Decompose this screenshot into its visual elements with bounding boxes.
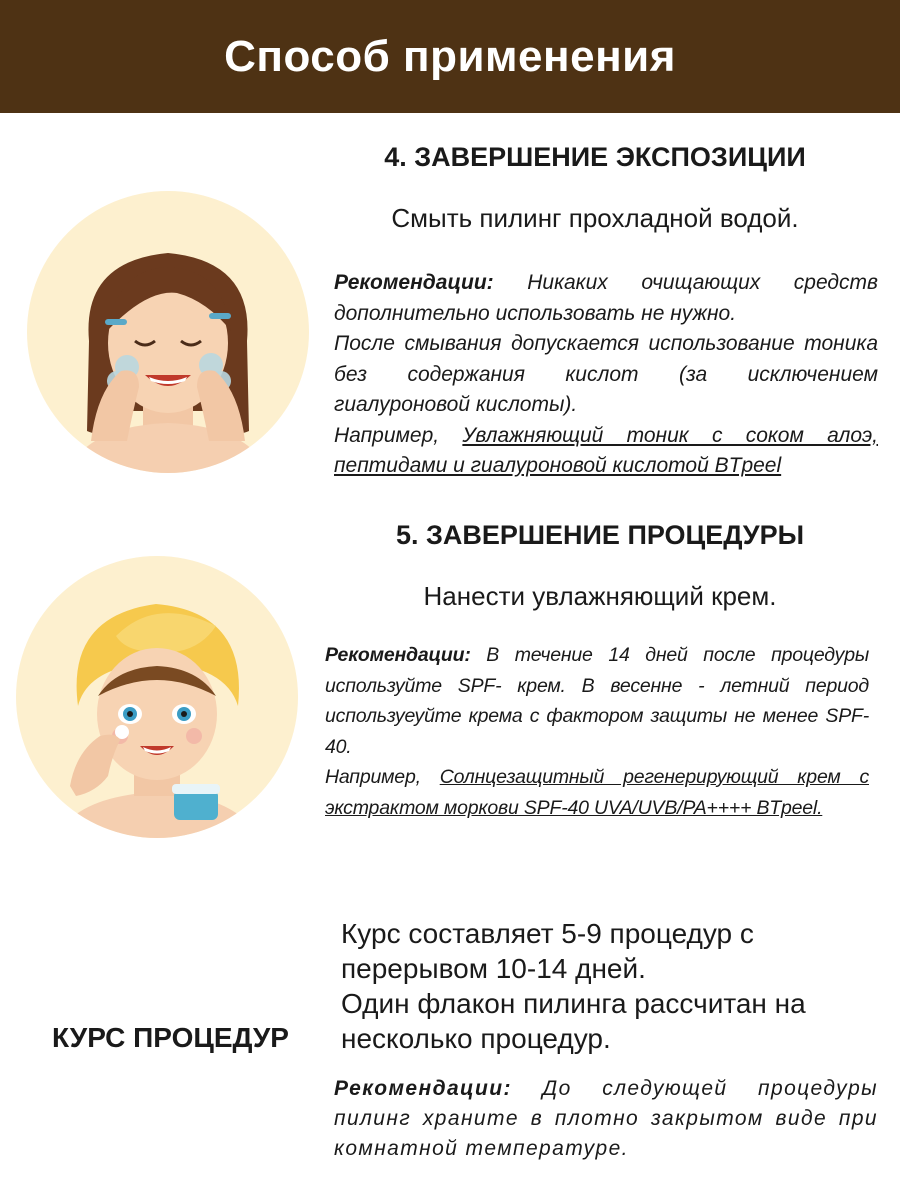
step4-rec-example-prefix: Например, xyxy=(334,423,463,447)
course-recommendations xyxy=(334,1074,878,1164)
step4-lead: Смыть пилинг прохладной водой. xyxy=(391,203,799,233)
step4-recommendations xyxy=(334,268,878,482)
step5-rec-label: Рекомендации: xyxy=(325,644,471,666)
header-banner xyxy=(0,0,900,113)
woman-in-towel-applying-cream-icon xyxy=(16,556,298,838)
step5-heading: 5. ЗАВЕРШЕНИЕ ПРОЦЕДУРЫ xyxy=(395,520,805,550)
step4-rec-text-2: После смывания допускается использование тоника без содержания кислот (за исключением гиалуроновой кислоты). xyxy=(334,332,878,416)
step4-heading: 4. ЗАВЕРШЕНИЕ ЭКСПОЗИЦИИ xyxy=(384,142,806,172)
course-rec-label: Рекомендации: xyxy=(334,1077,512,1100)
step5-recommendations xyxy=(325,640,869,823)
course-title: КУРС ПРОЦЕДУР xyxy=(52,1022,289,1053)
step5-product-link[interactable]: Солнцезащитный регенерирующий крем с экстрактом моркови SPF-40 UVA/UVB/PA++++ BTpeel. xyxy=(325,766,869,819)
course-text-2: Один флакон пилинга рассчитан на несколько процедур. xyxy=(341,988,806,1054)
step4-rec-label: Рекомендации: xyxy=(334,271,494,294)
step4-rec-text-1: Никаких очищающих средств дополнительно использовать не нужно. xyxy=(334,271,878,325)
course-rec-text: До следующей процедуры пилинг храните в плотно закрытом виде при комнатной температуре. xyxy=(334,1077,878,1160)
step5-lead: Нанести увлажняющий крем. xyxy=(423,581,777,611)
step5-rec-text-1: В течение 14 дней после процедуры используйте SPF- крем. В весенне - летний период используеуйте крема с фактором защиты не менее SPF-40. xyxy=(325,644,869,758)
course-text xyxy=(341,916,821,1056)
woman-washing-face-icon xyxy=(27,191,309,473)
course-text-1: Курс составляет 5-9 процедур с перерывом 10-14 дней. xyxy=(341,918,754,984)
step5-rec-example-prefix: Например, xyxy=(325,766,440,788)
page-title: Способ применения xyxy=(224,31,676,81)
step4-product-link[interactable]: Увлажняющий тоник с соком алоэ, пептидами и гиалуроновой кислотой BTpeel xyxy=(334,423,879,477)
